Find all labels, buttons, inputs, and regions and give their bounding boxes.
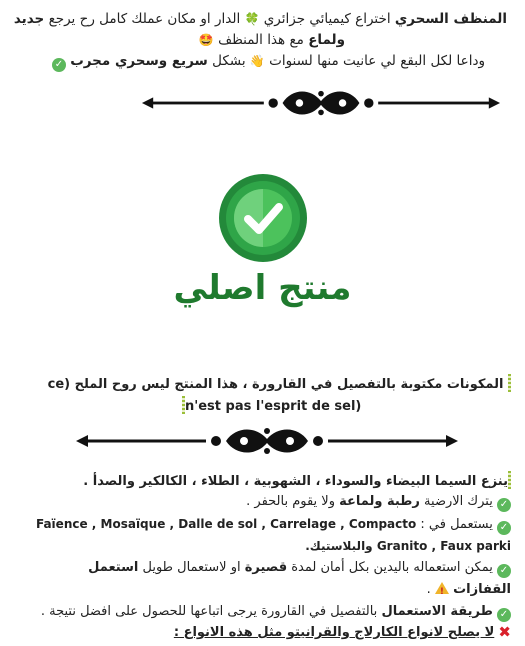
check-icon: ✓ [497, 564, 511, 578]
check-icon: ✓ [497, 498, 511, 512]
original-product-title: منتج اصلي [173, 268, 352, 308]
verified-check-icon [219, 174, 307, 262]
star-eyes-emoji-icon: 🤩 [198, 33, 214, 47]
feature-item-3: ✓ يمكن استعماله باليدين بكل أمان لمدة قصيرة او لاستعمال طويل استعمل [88, 559, 511, 578]
feature-item-2-continued: Granito , Faux parki والبلاستيك. [305, 539, 511, 553]
feature-item-4: ✓ طريقة الاستعمال بالتفصيل في القارورة يرجى اتباعها للحصول على افضل نتيجة . [41, 603, 511, 622]
check-icon: ✓ [497, 608, 511, 622]
quote-stripe [508, 471, 511, 489]
waving-hand-icon: 👋 [249, 54, 265, 68]
intro-line-1: المنظف السحري اختراع كيميائي جزائري 🍀 الدار او مكان عملك كامل رح يرجع جديد [13, 11, 507, 27]
cross-icon: ✖ [498, 623, 511, 641]
feature-item-2: ✓ يستعمل في : Faïence , Mosaïque , Dalle de sol , Carrelage , Compacto [36, 515, 511, 535]
ornamental-divider [130, 88, 512, 118]
intro-line-3: وداعا لكل البقع لي عانيت منها لسنوات 👋 بشكل سريع وسحري مجرب ✓ [52, 52, 485, 72]
clover-icon: 🍀 [244, 12, 260, 26]
product-name: المنظف السحري [394, 11, 507, 27]
check-icon: ✓ [52, 58, 66, 72]
feature-item-3-continued: القفازات ! . [426, 582, 511, 597]
features-heading: ينزع السيما البيضاء والسوداء ، الشهوبية ، الطلاء ، الكالكير والصدأ . [83, 471, 511, 491]
ingredients-line-2: n'est pas l'esprit de sel) [182, 396, 361, 416]
feature-item-1: ✓ يترك الارضية رطبة ولماعة ولا يقوم بالحفر . [246, 493, 511, 512]
check-icon: ✓ [497, 521, 511, 535]
intro-line-2: ولماع مع هذا المنظف 🤩 [198, 32, 345, 48]
quote-stripe [508, 374, 511, 392]
ingredients-line-1: المكونات مكتوبة بالتفصيل في القارورة ، هذا المنتج ليس روح الملح (ce [48, 374, 511, 394]
ornamental-divider [76, 426, 458, 456]
feature-item-5: ✖ لا يصلح لانواع الكارلاج والقرانيتو مثل هذه الانواع : [173, 623, 511, 641]
warning-icon: ! [435, 582, 449, 594]
